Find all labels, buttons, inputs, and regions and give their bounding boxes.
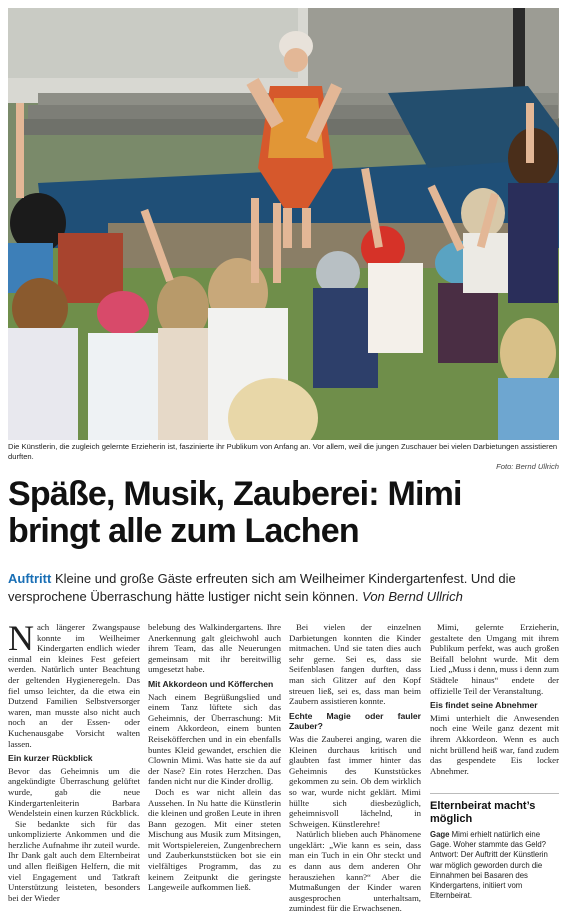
headline: Späße, Musik, Zauberei: Mimi bringt alle zum Lachen bbox=[8, 475, 462, 550]
article-photo bbox=[8, 8, 559, 440]
info-box-body: Mimi erhielt natürlich eine Gage. Woher stammte das Geld? Antwort: Der Auftritt der Künstlerin war möglich geworden durch die Einnahmen bei Basaren des Kindergartens, initiiert vom Elternbeirat. bbox=[430, 830, 548, 901]
paragraph: Bei vielen der einzelnen Darbietungen konnten die Kinder mitmachen. Und sie taten dies auch sehr gerne. Sei es, dass sie Seifenblasen fangen durften, dass man sich Glitzer auf den Kopf streuen ließ, sei es, dass man beim Zaubern assistieren konnte. bbox=[289, 622, 421, 707]
photo-credit: Foto: Bernd Ullrich bbox=[496, 462, 559, 471]
info-box-title: Elternbeirat macht’s möglich bbox=[430, 800, 536, 825]
info-box bbox=[430, 793, 559, 901]
drop-cap: N bbox=[8, 618, 34, 658]
paragraph: Doch es war nicht allein das Aussehen. In Nu hatte die Künstlerin die kleinen und großen Leute in ihren Bann gezogen. Mit einer steten Mischung aus Musik zum Mitsingen, mit Wortspielereien, Zungenbrechern und Zauberkunststücken bot sie ein vielfältiges Programm, das zu keinem Zeitpunkt die geringste Langeweile aufkommen ließ. bbox=[148, 786, 281, 893]
paragraph: Mimi unterhielt die Anwesenden noch eine Weile ganz dezent mit ihrem Akkordeon. Wenn es auch nicht brüllend heiß war, fand zudem das gespendete Eis locker Abnehmer. bbox=[430, 712, 559, 776]
teaser bbox=[8, 570, 559, 605]
teaser-text: Kleine und große Gäste erfreuten sich am Weilheimer Kindergartenfest. Und die versprochene Überraschung hätte lustiger nicht sein können. bbox=[8, 571, 516, 604]
photo-caption bbox=[8, 442, 559, 472]
info-box-lead: Gage bbox=[430, 830, 450, 839]
subheading: Mit Akkordeon und Köfferchen bbox=[148, 678, 274, 689]
subheading: Eis findet seine Abnehmer bbox=[430, 700, 538, 711]
subheading: Ein kurzer Rückblick bbox=[8, 753, 93, 764]
article-column-4 bbox=[430, 622, 559, 776]
article-column-3 bbox=[289, 622, 421, 914]
paragraph: Sie bedankte sich für das unkomplizierte Ankommen und die herzliche Aufnahme ihr zuteil wurde. Ihr Dank galt auch dem Elternbeirat und allen fleißigen Helfern, die mit viel Engagement und Tatkraft Unterstützung leisteten, besonders bei der Wieder bbox=[8, 818, 140, 903]
photo-illustration bbox=[8, 8, 559, 440]
paragraph: Nach einem Begrüßungslied und einem Tanz lüftete sich das Geheimnis, der Überraschung: Mit einem Akkordeon, einem bunten Reiseköfferchen und in ein ebenfalls buntes Kleid gewandet, erschien die Clownin Mimi. Was hatte sie da auf der Nase? Ein rotes Herzchen. Das fanden nicht nur die Kinder drollig. bbox=[148, 691, 281, 787]
subheading: Echte Magie oder fauler Zauber? bbox=[289, 710, 421, 732]
article-column-1 bbox=[8, 618, 140, 903]
byline: Von Bernd Ullrich bbox=[362, 588, 463, 604]
paragraph: belebung des Walkindergartens. Ihre Anerkennung galt gleichwohl auch ihrem Team, das alle Neuerungen gemeinsam mit ihr bereitwillig umgesetzt habe. bbox=[148, 622, 281, 675]
article-column-2 bbox=[148, 622, 281, 893]
caption-text: Die Künstlerin, die zugleich gelernte Erzieherin ist, faszinierte ihr Publikum von Anfang an. Vor allem, weil die jungen Zuschauer bei vielen Darbietungen assistieren durften. bbox=[8, 442, 558, 461]
teaser-kicker: Auftritt bbox=[8, 571, 52, 586]
paragraph: Was die Zauberei anging, waren die Kleinen durchaus kritisch und glaubten fast immer hinter das Geheimnis des Kunststückes gekommen zu sein. Ob dem wirklich so war, wurde nicht geklärt. Mimi hüllte sich diesbezüglich, geheimnisvoll lächelnd, in Schweigen. Künstlerehre! bbox=[289, 733, 421, 829]
info-box-text bbox=[430, 830, 559, 901]
paragraph bbox=[8, 618, 140, 749]
paragraph: Mimi, gelernte Erzieherin, gestaltete den Umgang mit ihrem Publikum perfekt, was auch großen Beifall belohnt wurde. Mit dem Lied „Muss i denn, muss i denn zum Städtele hinaus“ endete der offizielle Teil der Veranstaltung. bbox=[430, 622, 560, 696]
paragraph-text: ach längerer Zwangspause konnte im Weilheimer Kindergarten endlich wieder einmal ein kleines Fest gefeiert werden. Natürlich unter Beachtung der geltenden Hygieneregeln. Das fiel umso leichter, da die etwa ein Dutzend Familien Selbstversorger waren, man musste also nicht auch noch an der Essen- oder Kuchenausgabe Vorsicht walten lassen. bbox=[8, 622, 140, 749]
paragraph: Bevor das Geheimnis um die angekündigte Überraschung gelüftet wurde, gab die neue Kindergartenleiterin Barbara Wendelstein einen kurzen Rückblick. bbox=[8, 765, 140, 819]
paragraph: Natürlich blieben auch Phänomene ungeklärt: „Wie kann es sein, dass man ein Tuch in ein Ohr steckt und es dann aus dem anderen Ohr herausziehen kann?“ Aber die Mutmaßungen der Kinder waren ausgesprochen unterhaltsam, zumindest für die Erwachsenen. bbox=[289, 829, 421, 914]
